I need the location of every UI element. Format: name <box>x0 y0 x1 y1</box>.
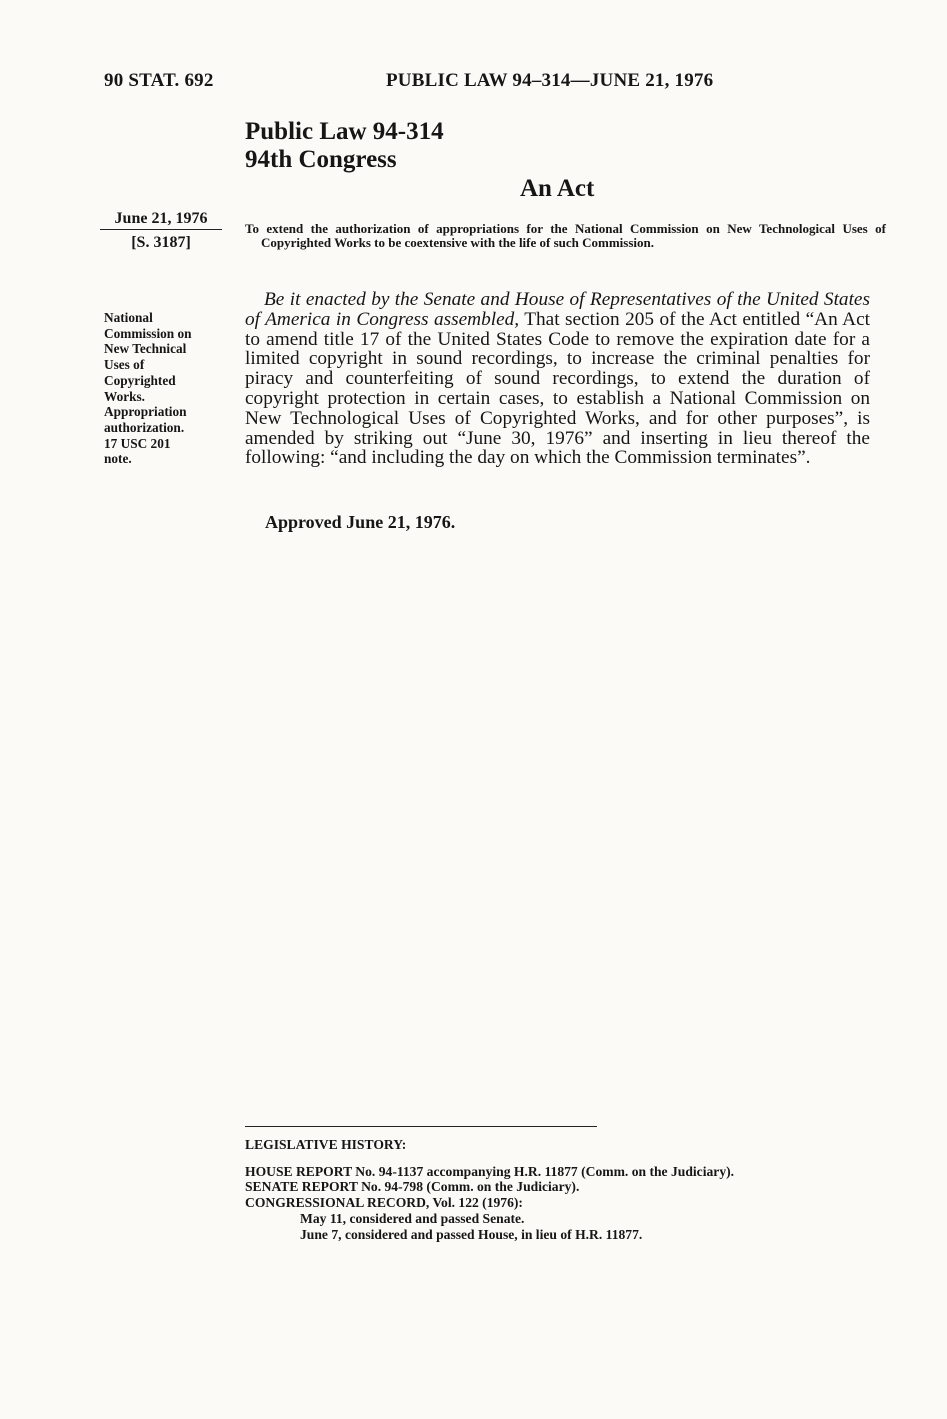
margin-date-rule <box>100 229 222 230</box>
act-heading: An Act <box>520 175 595 202</box>
record-entry: June 7, considered and passed House, in lieu of H.R. 11877. <box>300 1226 643 1242</box>
running-head: PUBLIC LAW 94–314—JUNE 21, 1976 <box>386 70 714 91</box>
margin-note-line: Copyrighted <box>104 372 176 388</box>
legislative-history <box>245 1137 885 1242</box>
margin-note-line: Commission on <box>104 325 192 341</box>
enacting-clause: Be it enacted by the Senate and House of Representatives of the United States of America in Congress assembled, <box>245 289 870 330</box>
margin-note-line: 17 USC 201 <box>104 435 171 451</box>
stat-page-number: 90 STAT. 692 <box>104 70 214 91</box>
margin-date-block <box>100 209 222 253</box>
margin-note-line: Works. <box>104 388 146 404</box>
approval-date: Approved June 21, 1976. <box>265 512 456 532</box>
margin-note-line: Uses of <box>104 357 145 373</box>
legislative-history-heading: LEGISLATIVE HISTORY: <box>245 1137 407 1152</box>
act-summary: To extend the authorization of appropriations for the National Commission on New Technological Uses of Copyrighted Works to be coextensive with the life of such Commission. <box>245 221 886 250</box>
legislative-history-rule <box>245 1126 597 1127</box>
margin-note-line: authorization. <box>104 419 185 435</box>
congress-label: 94th Congress <box>245 146 397 173</box>
senate-report: SENATE REPORT No. 94-798 (Comm. on the Judiciary). <box>245 1179 580 1195</box>
margin-note-line: Appropriation <box>104 404 187 420</box>
congressional-record: CONGRESSIONAL RECORD, Vol. 122 (1976): <box>245 1195 523 1211</box>
margin-note-line: New Technical <box>104 341 187 357</box>
margin-date: June 21, 1976 <box>114 210 208 227</box>
record-entry: May 11, considered and passed Senate. <box>300 1210 525 1226</box>
margin-note-line: note. <box>104 451 132 467</box>
margin-note-line: National <box>104 310 153 325</box>
margin-bill-number: [S. 3187] <box>131 234 191 251</box>
law-title-block <box>245 118 444 174</box>
law-number: Public Law 94-314 <box>245 118 444 145</box>
act-body-text: That section 205 of the Act entitled “An Act to amend title 17 of the United States Code to remove the expiration date for a limited copyright in sound recordings, to increase the criminal penalties for piracy and counterfeiting of sound recordings, to extend the duration of copyright protection in certain cases, to establish a National Commission on New Technological Uses of Copyrighted Works, and for other purposes”, is amended by striking out “June 30, 1976” and inserting in lieu thereof the following: “and including the day on which the Commission terminates”. <box>245 308 870 469</box>
act-body <box>245 290 870 468</box>
house-report: HOUSE REPORT No. 94-1137 accompanying H.R. 11877 (Comm. on the Judiciary). <box>245 1163 735 1179</box>
margin-notes <box>104 310 229 467</box>
